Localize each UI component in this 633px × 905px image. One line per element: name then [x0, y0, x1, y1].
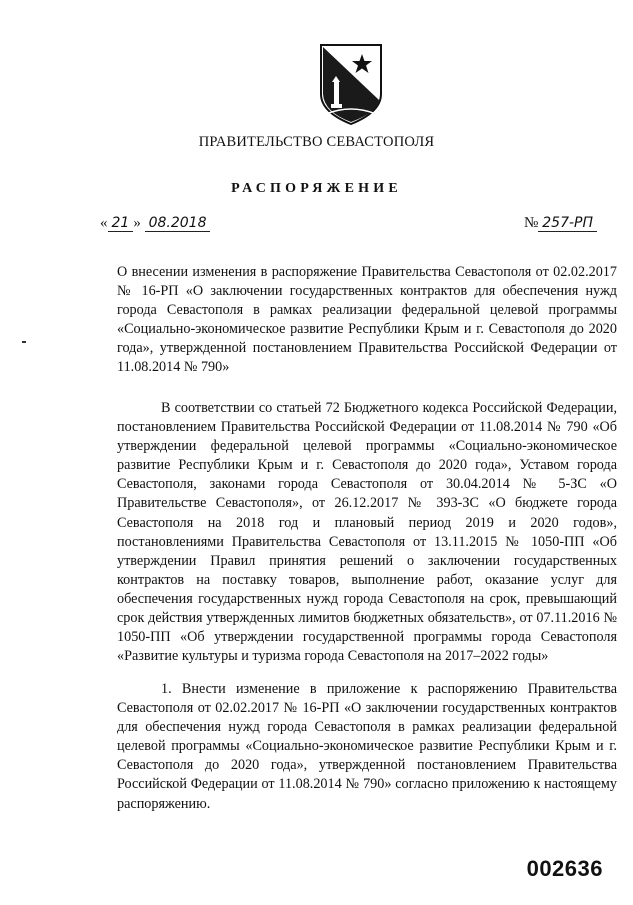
government-name: ПРАВИТЕЛЬСТВО СЕВАСТОПОЛЯ	[198, 134, 435, 150]
document-type: РАСПОРЯЖЕНИЕ	[231, 181, 402, 196]
serial-number: 002636	[526, 856, 603, 881]
sevastopol-coat-of-arms-icon	[318, 42, 384, 126]
clause-1-text: 1. Внести изменение в приложение к распоряжению Правительства Севастополя от 02.02.2017 № 16-РП «О заключении государственных контрактов для обеспечения нужд города Севастополя в рамках реализации федеральной целевой программы «Социально-экономическое развитие Республики Крым и г. Севастополя до 2020 года», утвержденной постановлением Правительства Российской Федерации от 11.08.2014 № 790» согласно приложению к настоящему распоряжению.	[117, 681, 617, 812]
number-value: 257-РП	[538, 215, 597, 232]
clause-1	[117, 680, 617, 814]
subject-text: О внесении изменения в распоряжение Правительства Севастополя от 02.02.2017 № 16-РП «О заключении государственных контрактов для обеспечения нужд города Севастополя в рамках реализации федеральной целевой программы «Социально-экономическое развитие Республики Крым и г. Севастополя до 2020 года», утвержденной постановлением Правительства Российской Федерации от 11.08.2014 № 790»	[117, 264, 617, 376]
document-number	[524, 215, 597, 232]
scan-mark	[22, 341, 26, 343]
date-open-quote: «	[100, 215, 108, 231]
document-subject	[117, 263, 617, 378]
number-prefix: №	[523, 215, 539, 231]
document-date	[100, 215, 210, 232]
preamble	[117, 399, 617, 666]
date-day: 21	[108, 215, 134, 232]
preamble-text: В соответствии со статьей 72 Бюджетного кодекса Российской Федерации, постановлением Правительства Российской Федерации от 11.08.2014 № 790 «Об утверждении федеральной целевой программы «Социально-экономическое развитие Республики Крым и г. Севастополя до 2020 года», Уставом города Севастополя, законами города Севастополя от 30.04.2014 № 5-ЗС «О Правительстве Севастополя», от 26.12.2017 № 393-ЗС «О бюджете города Севастополя на 2018 год и плановый период 2019 и 2020 годов», постановлениями Правительства Севастополя от 13.11.2015 № 1050-ПП «Об утверждении Правил принятия решений о заключении государственных контрактов на поставку товаров, выполнение работ, оказание услуг для обеспечения государственных нужд города Севастополя на срок, превышающий срок действия утвержденных лимитов бюджетных обязательств», от 07.11.2016 № 1050-ПП «Об утверждении государственной программы города Севастополя «Развитие культуры и туризма города Севастополя на 2017–2022 годы»	[117, 400, 617, 665]
date-close-quote: »	[133, 215, 141, 231]
date-month-year: 08.2018	[145, 215, 211, 232]
